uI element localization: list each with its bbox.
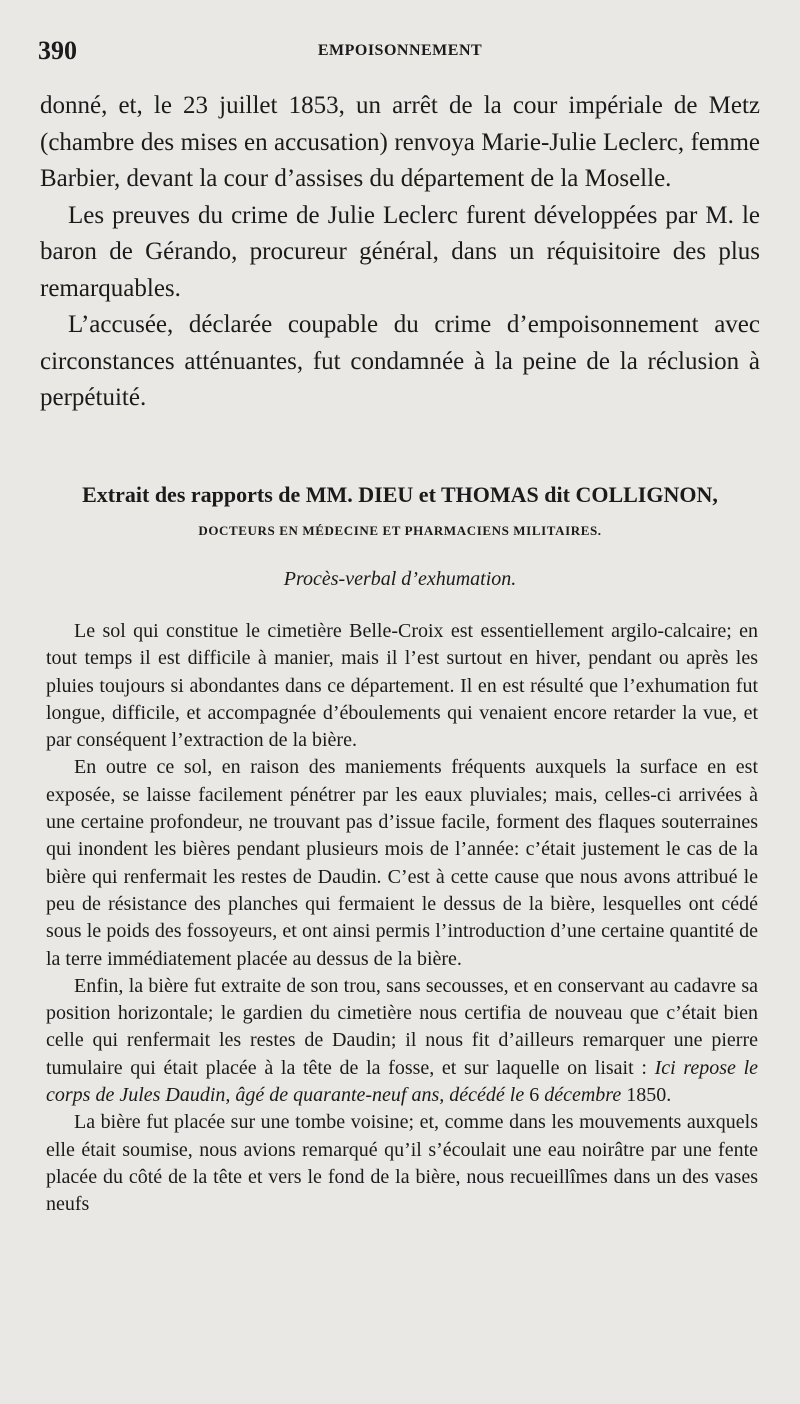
paragraph: donné, et, le 23 juillet 1853, un arrêt de la cour impériale de Metz (chambre des mises en accusation) renvoya Marie-Julie Leclerc, femme Barbier, devant la cour d’assises du département de la Moselle. — [40, 92, 760, 192]
paragraph — [46, 973, 758, 1109]
extract-subheading: DOCTEURS EN MÉDECINE ET PHARMACIENS MILITAIRES. — [198, 523, 602, 538]
running-title: EMPOISONNEMENT — [317, 42, 483, 59]
page-header — [38, 36, 762, 70]
epitaph-day: 6 — [529, 1084, 540, 1107]
paragraph: En outre ce sol, en raison des maniements fréquents auxquels la surface en est exposée, se laisse facilement pénétrer par les eaux pluviales; mais, celles-ci arrivées à une certaine profondeur, ne trouvant pas d’issue facile, forment des flaques souterraines qui inondent les bières pendant plusieurs mois de l’année: c’était justement le cas de la bière qui renfermait les restes de Daudin. C’est à cette cause que nous avons attribué le peu de résistance des planches qui fermaient le dessus de la bière, lesquelles ont cédé sous le poids des fossoyeurs, et ont ainsi permis l’introduction d’une certaine quantité de la terre immédiatement placée au dessus de la bière. — [46, 756, 758, 970]
paragraph-text: Enfin, la bière fut extraite de son trou, sans secousses, et en conservant au cadavre sa position horizontale; le gardien du cimetière nous certifia de nouveau que c’était bien celle qui renfermait les restes de Daudin; il nous fit d’ailleurs remarquer une pierre tumulaire qui était placée à la tête de la fosse, et sur laquelle on lisait : — [46, 974, 758, 1079]
epitaph-month: décembre — [544, 1084, 622, 1107]
section-title: Procès-verbal d’exhumation. — [283, 568, 517, 590]
body-text-top — [40, 88, 760, 417]
paragraph: Les preuves du crime de Julie Leclerc furent développées par M. le baron de Gérando, procureur général, dans un réquisitoire des plus remarquables. — [40, 201, 760, 302]
epitaph-text: Ici repose le corps de Jules Daudin, âgé de quarante-neuf ans, décédé le — [46, 1056, 758, 1107]
body-text-report — [46, 618, 758, 1219]
paragraph: Le sol qui constitue le cimetière Belle-Croix est essentiellement argilo-calcaire; en tout temps il est difficile à manier, mais il l’est surtout en hiver, pendant ou après les pluies toujours si abondantes dans ce département. Il en est résulté que l’exhumation fut longue, difficile, et accompagnée d’éboulements qui venaient encore retarder la vue, et par conséquent l’extraction de la bière. — [46, 620, 758, 752]
extract-heading: Extrait des rapports de MM. DIEU et THOMAS dit COLLIGNON, — [82, 482, 718, 507]
paragraph: L’accusée, déclarée coupable du crime d’empoisonnement avec circonstances atténuantes, fut condamnée à la peine de la réclusion à perpétuité. — [40, 311, 760, 411]
epitaph-year: 1850. — [626, 1084, 672, 1107]
paragraph: La bière fut placée sur une tombe voisine; et, comme dans les mouvements auxquels elle était soumise, nous avions remarqué qu’il s’écoulait une eau noirâtre par une fente placée du côté de la tête et vers le fond de la bière, nous recueillîmes dans un des vases neufs — [46, 1111, 758, 1216]
page-number: 390 — [38, 36, 77, 65]
